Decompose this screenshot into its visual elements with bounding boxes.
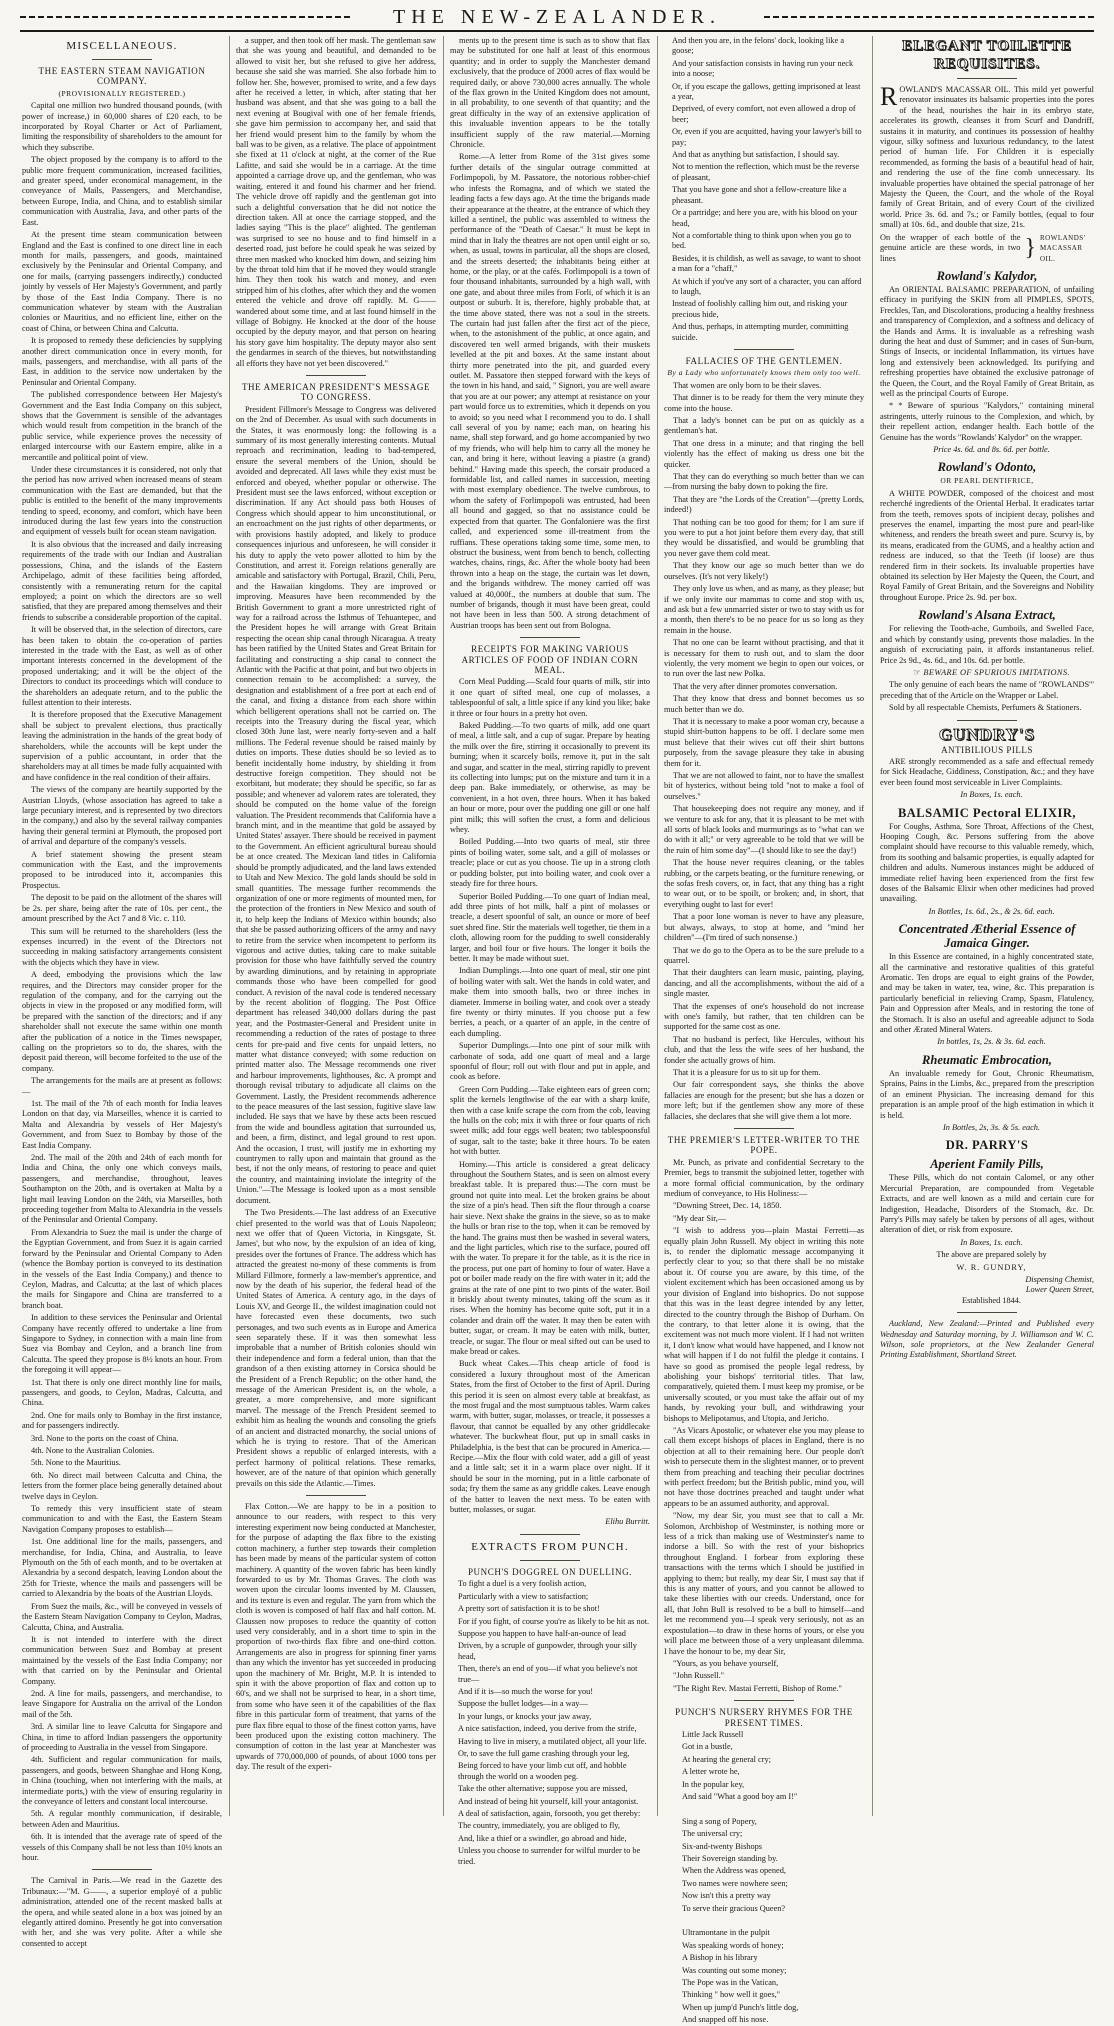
article-paragraph: 3rd. A similar line to leave Calcutta for Singapore and China, in time to afford Indian passengers the opportunity of proceeding to Australia in the vessel from Singapore. xyxy=(22,1722,222,1752)
divider xyxy=(734,1128,794,1129)
article-paragraph: Flax Cotton.—We are happy to be in a position to announce to our readers, with respect to this very interesting experiment now being conducted at Manchester, for the purpose of adapting the flax fibre to the existing cotton machinery, a further step towards their completion has been made by means of the particular system of cotton machinery. A quantity of the woven fabric has been kindly forwarded to us by Mr. Thomas Graves. The cloth was woven upon the circular looms invented by M. Claussen, and its texture is even and regular. The yarn from which the cloth is woven is composed of half flax and half cotton. M. Claussen now proposes to reduce the quantity of cotton used very considerably, and in a short time to spin in the proportion of two-thirds flax fibre and one-third cotton. Arrangements are also in progress for spinning finer yarns than any which the inventor has yet succeeded in producing upon the machinery of Mr. Bright, M.P. It is intended to spin it with the above proportion of flax and cotton up to 60's, and we shall not be surprised to hear, in a short time, from some who have seen it of the capabilities of the flax fibre in this particular form of treatment, that yarns of the pure flax fibre equal to those of the finest cotton yarns, have been produced upon the existing cotton machinery. The consumption of cotton in the last year at Manchester was upwards of 770,000,000 of pounds, of about 1000 tons per day. The result of the experi- xyxy=(236,1502,436,1772)
article-paragraph: Baked Pudding.—To two quarts of milk, add one quart of meal, a little salt, and a cup of sugar. Prepare by heating the milk over the fire, stirring it occasionally to prevent its burning; when it scarcely boils, remove it, put in the salt and sugar, and scatter in the meal, stirring rapidly to prevent its collecting into lumps; put on the mixture and turn it in a deep pan. Bake immediately, or otherwise, as may be convenient, in a hot oven, three hours. When it has baked an hour or more, pour over the pudding one gill or one half pint milk; this will soften the crust, a form and delicious whey. xyxy=(450,721,650,835)
poem-line: Deprived, of every comfort, not even allowed a drop of beer; xyxy=(672,104,856,124)
article-paragraph: "As Vicars Apostolic, or whatever else you may please to call them except bishops of places in England, there is no objection at all to their remaining here. Our people don't wish to persecute them in the slightest manner, or to prevent them from preaching and teaching their peculiar doctrines with perfect freedom; but the British public, mind you, will not have those doctrines preached and taught under what appears to be an assumed authority, and approval. xyxy=(664,1425,864,1508)
article-paragraph: 2nd. One for mails only to Bombay in the first instance, and for passengers indirectly. xyxy=(22,1410,222,1431)
poem-line: The Pope was in the Vatican, xyxy=(682,1978,779,1988)
poem-line: Unless you choose to surrender for wilful murder to be tried. xyxy=(458,1846,641,1866)
article-paragraph: 5th. None to the Mauritius. xyxy=(31,1458,121,1468)
article-paragraph: Indian Dumplings.—Into one quart of meal, stir one pint of boiling water with salt. Wet the hands in cold water, and make them into smooth balls, two or three inches in diameter. Immerse in boiling water, and cook over a steady fire twenty or thirty minutes. If you choose put a few berries, a peach, or a quarter of an apple, in the centre of each dumpling. xyxy=(450,966,650,1038)
ad-price: In Bottles, 2s, 3s. & 5s. each. xyxy=(942,1122,1041,1132)
poem-line: A letter wrote he, xyxy=(682,1767,740,1777)
poem-line: That you have gone and shot a fellow-creature like a pheasant. xyxy=(672,185,847,205)
divider xyxy=(92,1869,152,1870)
article-paragraph: That dinner is to be ready for them the very minute they come into the house. xyxy=(664,393,864,413)
section-heading: MISCELLANEOUS. xyxy=(66,40,178,52)
masthead-rule-right xyxy=(764,16,1094,18)
column-1 xyxy=(22,36,222,1948)
ad-heading: Rowland's Alsana Extract, xyxy=(918,608,1056,623)
article-paragraph: Hominy.—This article is considered a great delicacy throughout the Southern States, and is seen on almost every breakfast table. It is prepared thus:—The corn must be ground not quite into meal. Let the broken grains be about the size of a pin's head. Then sift the flour through a coarse hair sieve. Next shake the grains in the sieve, so as to make the hulls or bran rise to the top, when it can be removed by the hand. The grains must then be washed in several waters, and the light particles, which rise to the surface, poured off with the water. To prepare it for the table, as it is the rice in the process, put one part of hominy to four of water. Have a pot or boiler made ready on the fire with water in it; add the grains at the rate of one pint to two pints of the water. Boil it briskly about twenty minutes, taking off the scum as it rises. When the hominy has become quite soft, put it in a colander and drain off the water. It may then be eaten with butter, sugar, or cream. It may be eaten with milk, butter, treacle, or sugar. The flour or meal sifted out can be used to make bread or cakes. xyxy=(450,1159,650,1356)
ad-text: An ORIENTAL BALSAMIC PREPARATION, of unfailing efficacy in purifying the SKIN from all PIMPLES, SPOTS, Freckles, Tan, and Discolorations, producing a healthy freshness and transparency of Complexion, and a softness and delicacy of the Hands and Arms. It is invaluable as a refreshing wash during the heat and dust of Summer; and in cases of Sun-burn, Stings of Insects, or incidental Inflammation, its virtues have long and extensively been acknowledged. Its purifying and refreshing properties have obtained the exclusive patronage of the Queen, the Court, and the Royal Family of Great Britain, as well as the principal Courts of Europe. xyxy=(880,284,1095,398)
poem-line: Their Sovereign standing by. xyxy=(682,1854,778,1863)
column-rule xyxy=(657,36,658,1816)
article-paragraph: That the expenses of one's household do not increase with one's family, but rather, that ten children can be supported for the same cost as one. xyxy=(664,1001,864,1032)
poem-line: A pretty sort of satisfaction it is to be shot! xyxy=(458,1604,600,1614)
ad-text: These Pills, which do not contain Calomel, or any other Mercurial Preparation, are compounded from Vegetable Extracts, and are well known as a mild and certain cure for Indigestion, Headache, Disorders of the Stomach, &c. Dr. Parry's Pills may safely be taken by persons of all ages, without alteration of diet, or risk from exposure. xyxy=(880,1173,1094,1235)
poem-line: And said "What a good boy am I!" xyxy=(682,1791,798,1801)
article-paragraph: "I wish to address you—plain Mastai Ferretti—as equally plain John Russell. My object in writing this note is, to render the diplomatic message accompanying it perfectly clear to you; so that there shall be no mistake about it. Of course you are aware, by this time, of the violent excitement which has been occasioned among us by your division of England into bishoprics. Do not suppose that this was in the least degree intended by any letter, directed to the country through the Bishop of Durham. On the contrary, to that letter alone it is owing, that the excitement was not much more violent. If I had not written it, I don't know what would have happened, and I know not what will happen if I do not fulfil the pledge it contains. I have so good as promised the people legal redress, by abolishing your bishops' territorial titles. That law, comparatively, quieted them. I must keep my promise, or be universally scouted, or you must take the affair out of my hands, by revoking your bull, and withdrawing your bishops to Melipotamus, and Utopia, and Jericho. xyxy=(664,1226,864,1423)
poem-line: Being forced to have your limb cut off, and hobble through the world on a wooden peg. xyxy=(458,1761,627,1781)
article-heading: RECEIPTS FOR MAKING VARIOUS ARTICLES OF FOOD OF INDIAN CORN MEAL. xyxy=(461,644,639,675)
column-3 xyxy=(450,36,650,1866)
divider xyxy=(734,1700,794,1701)
article-paragraph: "Downing Street, Dec. 14, 1850. xyxy=(673,1201,782,1211)
article-body xyxy=(22,101,222,1863)
divider xyxy=(92,59,152,60)
poem-line: Driven, by a scruple of gunpowder, through your silly head, xyxy=(458,1641,637,1661)
poem-line: And that as anything but satisfaction, I should say. xyxy=(672,150,840,160)
ad-headline: ELEGANT TOILETTE xyxy=(902,38,1072,54)
article-paragraph: Rome.—A letter from Rome of the 31st gives some further details of the singular outrage committed at Forlimpopoli, by M. Passatore, the notorious robber-chief who infests the Romagna, and of which we stated the leading facts a few days ago. At the time the brigands made their appearance at the theatre, at the entrance of which they killed a sentinel, the public was assembled to witness the performance of the "Death of Caesar." It must be kept in mind that in Italy the theatres are not open until eight or so, when, as usual, towns in particular, all the shops are closed, and the streets deserted; the inhabitants being either at home, or the play, or at the cafés. Forlimpopoli is a town of four thousand inhabitants, surrounded by a high wall, with one gate, and about three miles from Forli, of which it is an outpost or suburb. It is, therefore, highly probable that, at the time above stated, there was not a soul in the streets. The curtain had just fallen after the first act of the piece, when, to the astonishment of the public, at once again, and discovered ten well armed brigands, with their muskets levelled at the pit and boxes. At the same instant about thirty more penetrated into the pit, and guarded every outlet. M. Passatore then stepped forward with the keys of the town in his hand, and said, " Signori, you are well aware that you are at our power; any attempt at resistance on your part would force us to extremities, which it depends on you to avoid; so you need what I recommend you to do. I shall call several of you by name; each man, on hearing his name, shall step forward, and go home accompanied by two of my friends, who will help him to carry all the money he can, and bring it here, without leaving a piastre (a grand) behind." Having made this speech, the corsair produced a formidable list, and called names in succession, meeting with most exemplary obedience. The twelve cumbrous, to whom the safety of Forlimpopoli was entrusted, had been all bound and gagged, so that no assistance could be expected from that quarter. The Gonfaloniere was the first called, and experienced some ill-treatment from the ruffians. These operations taking some time, some men, to obstruct the business, went from bench to bench, collecting watches, chains, rings, &c. After the whole booty had been thrown into a heap on the stage, the curtain was let down, and the brigands withdrew. The money carried off was valued at 40,000f., the numbers at double that sum. The number of brigands, though it must have been great, could not have been in less than 500. A strong detachment of Austrian troops has been sent out from Bologna. xyxy=(450,152,650,630)
article-paragraph: It is also obvious that the increased and daily increasing requirements of the trade with our Indian and Australian possessions, China, and the islands of the Eastern Archipelago, admit of these facilities being afforded, consistently with a remunerating return for the capital employed; a point on which the directors are so well satisfied, that they are prepared among themselves and their friends to subscribe a considerable proportion of the capital. xyxy=(22,539,222,622)
established-year: Established 1844. xyxy=(962,1295,1021,1305)
ad-heading: Aperient Family Pills, xyxy=(930,1157,1044,1172)
poem-line: Having to live in misery, a mutilated object, all your life. xyxy=(458,1736,647,1746)
ad-price: In Boxes, 1s. each. xyxy=(960,790,1023,800)
drop-cap: R xyxy=(880,82,898,111)
article-paragraph: The Two Presidents.—The last address of an Executive chief presented to the world was that of Louis Napoleon; next we offer that of Queen Victoria, in Kingsgate, St. James', but who now, by the expulsion of an idea of king, presides over the fortunes of France. The address which has attracted the greatest no-mony of these comments is from Millard Fillmore, formerly a law-member's apprentice, and now by the death of his superior, the federal head of the United States of America. A century ago, in the days of Louis XV, and George II., the wildest imagination could not have forecasted even these documents, two such personages, and two such events as in Europe and America seen separately these. If it was then somewhat less improbable that a number of British colonies should win their independence and form a federal union, than that the grandson of a then existing attorney in Corsica should be the President of a French Republic; on the other hand, the message of the American President is, on the whole, a greater, a more comprehensive, and more significant marvel. The message of the French President seemed to exhibit him as healing the wounds and consoling the griefs of an ancient and distracted monarchy, the social unions of which he is trying to restore. That of the American President shows a republic of enlarged interests, with a perfect harmony of political relations. These remarks, however, are of the nature of that opinion which generally prevails on this side the Atlantic.—Times. xyxy=(236,1208,436,1488)
article-paragraph: The object proposed by the company is to afford to the public more frequent communication, increased facilities, and greater speed, under economical management, in the conveyance of Mails, Passengers, and Merchandise, between Europe, India, and China, and to establish similar communication with Australia, Java, and other parts of the East. xyxy=(22,155,222,227)
poem-line: Suppose you happen to have half-an-ounce of lead xyxy=(458,1628,626,1638)
poem-line xyxy=(664,1916,864,1926)
divider xyxy=(520,1560,580,1561)
article-paragraph: That nothing can be too good for them; for I am sure if you were to put a hot joint before them every day, that still they would be dissatisfied, and would be grumbling that you never gave them cold meat. xyxy=(664,517,864,558)
ad-price: In bottles, 1s, 2s. & 3s. 6d. each. xyxy=(937,1037,1046,1047)
article-heading: THE AMERICAN PRESIDENT'S MESSAGE TO CONGRESS. xyxy=(241,382,431,403)
poem-line: A nice satisfaction, indeed, you derive from the strife, xyxy=(458,1724,637,1734)
article-paragraph: From Suez the mails, &c., will be conveyed in vessels of the Eastern Steam Navigation Company to Ceylon, Madras, Calcutta, China, and Australia. xyxy=(22,1601,222,1632)
article-paragraph: That it is necessary to make a poor woman cry, because a stupid shirt-button happens to be off. I declare some men must believe that their wives cut off their shirt buttons purposely, from the savage pleasure they take in abusing them for it. xyxy=(664,716,864,768)
article-paragraph: Corn Meal Pudding.—Scald four quarts of milk, stir into it one quart of sifted meal, one cup of molasses, a tablespoonful of salt, a little spice if any kind you like; bake it three or four hours in a pretty hot oven. xyxy=(450,677,650,718)
poem-line: Not to mention the reflection, which must be the reverse of pleasant, xyxy=(672,162,860,182)
article-paragraph: Our fair correspondent says, she thinks the above fallacies are enough for the present; but she has a dozen or more left; but if the gentlemen show any more of these fallacies, she declares that she will give them a lot more. xyxy=(664,1080,864,1121)
ad-text: For relieving the Tooth-ache, Gumboils, and Swelled Face, and which by constantly using, prevents those maladies. In the anguish of excruciating pain, it affords instantaneous relief. Price 2s 9d., 4s. 6d., and 10s. 6d. per bottle. xyxy=(880,624,1094,665)
poem-line: Was counting out some money; xyxy=(682,1965,787,1975)
article-paragraph: Under these circumstances it is considered, not only that the period has now arrived when increased means of steam communication with the East are demanded, but that the public is entitled to the benefit of the many improvements tending to speed, economy, and comfort, which have been introduced during the last few years into the construction and equipment of vessels built for ocean steam navigation. xyxy=(22,465,222,537)
article-paragraph: From Alexandria to Suez the mail is under the charge of the Egyptian Government, and from Suez it is again carried forward by the Peninsular and Oriental Company to Aden (whence the Bombay portion is conveyed to its destination in the vessels of the East India Company,) and thence to Ceylon, Madras, and Calcutta; at the last of which places the mails for Singapore and China are transferred to a branch boat. xyxy=(22,1227,222,1310)
article-paragraph: That a poor lone woman is never to have any pleasure, but always, always, to stop at home, and "mind her children"—(I'm tired of such nonsense.) xyxy=(664,912,864,943)
article-paragraph: That they know our age so much better than we do ourselves. (It's not very likely!) xyxy=(664,561,864,581)
ad-heading: Rowland's Odonto, xyxy=(937,460,1037,475)
article-paragraph: It is therefore proposed that the Executive Management shall be subject to prevalent elections, thus practically leaving the administration in the hands of the great body of shareholders, while the accounts will be kept under the supervision of a public accountant, in order that the shareholders may at all times be made fully acquainted with and have confidence in the real condition of their affairs. xyxy=(22,710,222,782)
article-paragraph: The views of the company are heartily supported by the Austrian Lloyds, (whose association has agreed to take a large pecuniary interest, and is represented by two directors in the company,) and also by the several railway companies having their general termini at Plymouth, the proposed port of arrival and departure of the company's vessels. xyxy=(22,785,222,847)
poem-line: And thus, perhaps, in attempting murder, committing suicide. xyxy=(672,322,849,342)
ad-text: The only genuine of each bears the name of "ROWLANDS'" preceding that of the Article on the Wrapper or Label. xyxy=(880,680,1094,700)
ad-text: A WHITE POWDER, composed of the choicest and most recherché ingredients of the Oriental Herbal. It eradicates tartar from the teeth, removes spots of incipient decay, polishes and preserves the enamel, imparting the most pure and pearl-like whiteness, and renders the breath sweet and pure. Scurvy is, by its means, eradicated from the GUMS, and a healthy action and redness are induced, so that the Teeth (if loose) are thus rendered firm in their sockets. Its invaluable properties have obtained its selection by Her Majesty the Queen, the Court, and Royal Family of Great Britain, and the Sovereigns and Nobility throughout Europe. Price 2s. 9d. per box. xyxy=(880,488,1094,602)
article-paragraph: Green Corn Pudding.—Take eighteen ears of green corn; split the kernels lengthwise of the ear with a sharp knife, then with a case knife scrape the corn from the cob, leaving the hulls on the cob; mix it with three or four quarts of rich sweet milk; add four eggs well beaten; two tablespoonsful of sugar, salt to the taste; bake it three hours. To be eaten hot with butter. xyxy=(450,1084,650,1157)
pointing-hand-icon: ☞ xyxy=(913,667,924,677)
signature: Elihu Burritt. xyxy=(605,1517,650,1527)
poem-line: And, like a thief or a swindler, go abroad and hide, xyxy=(458,1833,627,1843)
warning-text: BEWARE OF SPURIOUS IMITATIONS. xyxy=(923,667,1070,677)
article-paragraph: That their daughters can learn music, painting, playing, dancing, and all the accomplishments, without the aid of a single master. xyxy=(664,968,864,999)
poem-line: Ultramontane in the pulpit xyxy=(682,1928,770,1938)
ad-price: Price 4s. 6d. and 8s. 6d. per bottle. xyxy=(933,445,1050,454)
divider xyxy=(306,375,366,376)
column-4 xyxy=(664,36,864,2025)
article-paragraph: The published correspondence between Her Majesty's Government and the East India Company on this subject, shows that the Government is sensible of the advantages which would result from competition in the branch of the public service, while experience proves the necessity of enlarged intercourse with our Eastern empire, alike in a mercantile and political point of view. xyxy=(22,390,222,462)
divider xyxy=(957,78,1017,79)
ad-text: ARE strongly recommended as a safe and effectual remedy for Sick Headache, Giddiness, Constipation, &c.; and they have ever been found most serviceable in Liver Complaints. xyxy=(880,756,1094,787)
column-rule xyxy=(229,36,230,1816)
article-paragraph: They only love us when, and as many, as they please; but if we only invite our mammas to come and stop with us, and ask but a few unmarried sister or two to stay with us for a month, then there's to be no peace for us so long as they remain in the house. xyxy=(664,584,864,635)
article-paragraph: The arrangements for the mails are at present as follows:— xyxy=(22,1076,222,1096)
article-paragraph: That no one can be learnt without practising, and that it is necessary for them to rush out, and to slam the door violently, the very moment we begin to open our voices, or to run over the last new Polka. xyxy=(664,638,864,679)
article-body xyxy=(664,1158,864,1694)
article-paragraph: Buck wheat Cakes.—This cheap article of food is considered a luxury throughout most of the American States, from the first of October to the first of April. During this period it is seen on almost every table at breakfast, as the most frugal and the most sumptuous tables. Warm cakes warm, with butter, sugar, molasses, or treacle, it possesses a flavour, that cannot be equalled by any other griddlecake whatever. The buckwheat flour, put up in small casks in Philadelphia, is the best that can be procured in America.—Recipe.—Mix the flour with cold water, add a gill of yeast and a little salt; set it in a warm place over night. If it should be sour in the morning, put in a little carbonate of soda; fry them the same as any griddle cakes. Leave enough of the batter to leaven the next mess. To be eaten with butter, molasses, or sugar. xyxy=(450,1359,650,1515)
poem-line: Or a partridge; and here you are, with his blood on your head, xyxy=(672,208,858,228)
article-paragraph: That a lady's bonnet can be put on as quickly as a gentleman's hat. xyxy=(664,416,864,436)
ad-subheading: OR PEARL DENTIFRICE, xyxy=(940,476,1034,486)
poem-line: And your satisfaction consists in having run your neck into a noose; xyxy=(672,58,854,79)
article-paragraph: 2nd. The mail of the 20th and 24th of each month for India and China, the only one which conveys mails, passengers, and merchandise, throughout, leaves Southampton on the 20th, and is overtaken at Malta by a light mail leaving London on the 24th, via Marseilles, both proceeding together from Malta to Alexandria in the vessels of the Peninsular and Oriental Company. xyxy=(22,1153,222,1225)
ad-heading: DR. PARRY'S xyxy=(945,1138,1029,1153)
poem-line: Sing a song of Popery, xyxy=(682,1816,757,1826)
article-paragraph: "The Right Rev. Mastai Ferretti, Bishop of Rome." xyxy=(673,1683,842,1693)
ad-text: Sold by all respectable Chemists, Perfumers & Stationers. xyxy=(889,703,1082,713)
article-paragraph: That the house never requires cleaning, or the tables rubbing, or the carpets beating, or the furniture renewing, or the sofas fresh covers, or, in fact, that any thing has a right to wear out, or to be spoilt, or broken; and, in short, that everything ought to last for ever! xyxy=(664,858,864,909)
article-paragraph: Mr. Punch, as private and confidential Secretary to the Premier, begs to transmit the subjoined letter, together with a more formal official communication, by the ordinary medium of conveyance, to His Holiness:— xyxy=(664,1157,864,1199)
masthead-title: THE NEW-ZEALANDER. xyxy=(393,6,721,28)
poem-line: When up jump'd Punch's little dog, xyxy=(682,2002,799,2012)
poem-line: At which if you've any sort of a character, you can afford to laugh, xyxy=(672,276,862,296)
poem-line: Or, if you escape the gallows, getting imprisoned at least a year, xyxy=(672,81,861,102)
article-paragraph: 5th. A regular monthly communication, if desirable, between Aden and Mauritius. xyxy=(22,1809,222,1829)
chemist-name: W. R. GUNDRY, xyxy=(956,1262,1027,1272)
ad-price: In Bottles, 1s. 6d., 2s., & 2s. 6d. each. xyxy=(928,906,1055,916)
article-paragraph: That we are not allowed to faint, nor to have the smallest bit of hysterics, without being told "not to make a fool of ourselves." xyxy=(664,771,864,801)
column-5-advertisements xyxy=(880,36,1094,1816)
article-paragraph: 2nd. A line for mails, passengers, and merchandise, to leave Singapore for Australia on the arrival of the London mail of the 5th. xyxy=(22,1688,222,1719)
article-paragraph: This sum will be returned to the shareholders (less the expenses incurred) in the event of the Directors not succeeding in making satisfactory arrangements consistent with the objects which they have in view. xyxy=(22,926,222,967)
poem-line: And then you are, in the felons' dock, looking like a goose; xyxy=(672,36,845,56)
poem-line: At hearing the general cry; xyxy=(682,1754,771,1764)
article-paragraph: In addition to these services the Peninsular and Oriental Company have recently offered to undertake a line from Singapore to Sydney, in connection with a main line from Suez via Bombay and Ceylon, and a branch line from Calcutta. The speed they propose is 8½ knots an hour. From the foregoing it will appear— xyxy=(22,1313,222,1375)
article-paragraph: 1st. The mail of the 7th of each month for India leaves London on that day, via Marseilles, whence it is carried to Malta and Alexandria by vessels of Her Majesty's Government, and from Suez to Bombay by those of the East India Company. xyxy=(22,1099,222,1150)
ad-heading: Concentrated Ætherial Essence of Jamaica Ginger. xyxy=(898,922,1076,951)
article-body xyxy=(450,677,650,1515)
article-heading: FALLACIES OF THE GENTLEMEN. xyxy=(685,355,843,366)
ad-heading: Rowland's Kalydor, xyxy=(936,268,1038,283)
poem-line: And instead of being hit yourself, kill your antagonist. xyxy=(458,1796,639,1806)
article-paragraph: That the very after dinner promotes conversation. xyxy=(673,681,838,691)
poem-line: Particularly with a view to satisfaction; xyxy=(458,1591,589,1601)
poem-line: Or, to save the full game crashing through your leg, xyxy=(458,1748,630,1758)
poem-line: Take the other alternative; suppose you are missed, xyxy=(458,1784,628,1794)
ad-text: In this Essence are contained, in a highly concentrated state, all the carminative and restorative qualities of this grateful Aromatic. Ten drops are equal to eight grains of the Powder, and may be taken in water, tea, wine, &c. This preparation is particularly beneficial in relieving Cramp, Spasm, Flatulency, Pain and Oppression after Meals, and in restoring the tone of the Stomach. It is also an useful and agreeable adjunct to Soda and other Ærated Mineral Waters. xyxy=(880,952,1094,1035)
article-paragraph: That they know that dress and bonnet becomes us so much better than we do. xyxy=(664,694,864,714)
ad-heading: BALSAMIC Pectoral ELIXIR, xyxy=(897,805,1077,820)
article-paragraph: A deed, embodying the provisions which the law requires, and the Directors may consider proper for the regulation of the company, and for the carrying out the objects in view in the proposed or any modified form, will be prepared with the sanction of the directors; and if any shareholder shall not execute the same within one month after the publication of a notice in the Times newspaper, calling on the proprietors so to do, the shares, with the deposit paid thereon, will become forfeited to the use of the company. xyxy=(22,970,222,1073)
poem-body xyxy=(664,36,864,343)
poem-line: Suppose the bullet lodges—in a way— xyxy=(458,1699,588,1709)
poem-line: Now isn't this a pretty way xyxy=(682,1891,771,1901)
poem-line: Six-and-twenty Bishops xyxy=(682,1841,762,1851)
article-paragraph: The deposit to be paid on the allotment of the shares will be 2s. per share, being after the rate of 10s. per cent., the amount prescribed by the Act 7 and 8 Vic. c. 110. xyxy=(22,893,222,924)
article-paragraph: Boiled Pudding.—Into two quarts of meal, stir three pints of boiling water, some salt, and a gill of molasses or treacle; place or cut as you choose. Tie up in a strong cloth or pudding bolster, put into boiling water, and cook over a steady fire for three hours. xyxy=(450,837,650,889)
poem-line: Then, there's an end of you—if what you believe's not true— xyxy=(458,1664,638,1684)
poem-body xyxy=(450,1579,650,1867)
poem-line: To serve their gracious Queen? xyxy=(682,1903,786,1913)
article-paragraph: 1st. One additional line for the mails, passengers, and merchandise, for India, China, and Australia, to leave Plymouth on the 5th of each month, and to be overtaken at Alexandria by a second despatch, leaving London about the 25th for Trieste, whence the mails and passengers will be carried to Alexandria by the boats of the Austrian Lloyds. xyxy=(22,1537,222,1599)
poem-line: In the popular key, xyxy=(682,1779,745,1789)
article-paragraph: That it is a pleasure for us to sit up for them. xyxy=(673,1067,821,1077)
poem-line: Instead of foolishly calling him out, and risking your precious hide, xyxy=(672,299,848,319)
article-paragraph: That housekeeping does not require any money, and if we venture to ask for any, that it is pleasant to be met with all sorts of black looks and murmurings as to "what can we do with it all;" or very agreeable to be told that we will be the ruin of him some day"—(I should like to see the day!) xyxy=(664,804,864,855)
poem-line: Or, even if you are acquitted, having your lawyer's bill to pay; xyxy=(672,127,862,147)
ad-price: In Boxes, 1s. each. xyxy=(960,1237,1023,1247)
masthead xyxy=(20,4,1094,32)
poem-body xyxy=(664,1730,864,2026)
section-heading: EXTRACTS FROM PUNCH. xyxy=(471,1540,629,1553)
article-paragraph: a supper, and then took off her mask. The gentleman saw that she was young and beautiful, and demanded to be allowed to visit her, but she refused to give her address, because she said she was married. She also forbade him to follow her. She, however, promised to write, and a few days after he received a letter, in which, after stating that her husband was absent, and that she was going to a ball the next evening at Bougival with one of her female friends, she gave him permission to accompany her, and said that her friend would present him to the family by whom the ball was to be given, as a relative. The place of appointment she fixed at 11 o'clock at night, at the corner of the Rue Lafitte, and said she would be in a carriage. At the time appointed a carriage drove up, and the gentleman, who was waiting, entered it and found his charmer and her friend. The vehicle drove off rapidly and the gentleman got into such a delightful conversation that he did not notice the direction taken. All at once the carriage stopped, and the ladies saying "This is the place" alighted. The gentleman was surprised to see no house and to find himself in a deserted road, just before he could speak he was seized by three men masked who knocked him down, and seizing him by the throat told him that if he moved they would strangle him. They then took his watch and money, and even stripped him of his clothes, after which they and the women entered the vehicle and drove off rapidly. M. G—— wandered about some time, and at last found himself in the village of Bobigny. He knocked at the door of the house occupied by the deputy mayor, and that person on hearing his story gave him hospitality. The deputy mayor also sent the gendarmes in search of the thieves, but notwithstanding all efforts they have not yet been discovered." xyxy=(236,36,436,368)
ad-text: On the wrapper of each bottle of the genuine article are these words, in two lines xyxy=(880,232,1021,263)
divider xyxy=(957,1312,1017,1313)
article-paragraph: It is proposed to remedy these deficiencies by supplying another direct communication once in every month, for mails, passengers, and merchandise, with all parts of the East, in addition to the service now undertaken by the Peninsular and Oriental Company. xyxy=(22,336,222,387)
article-paragraph: 6th. No direct mail between Calcutta and China, the letters from the former place being generally detained about twelve days in Ceylon. xyxy=(22,1470,222,1501)
article-paragraph: "John Russell." xyxy=(673,1671,725,1681)
poem-line: A Bishop in his library xyxy=(682,1953,758,1963)
column-2 xyxy=(236,36,436,1816)
poem-line: Was speaking words of honey; xyxy=(682,1940,784,1950)
article-paragraph: A brief statement showing the present steam communication with the East, and the improvements proposed to be introduced into it, accompanies this Prospectus. xyxy=(22,849,222,890)
poem-line: For if you fight, of course you're as likely to be hit as not. xyxy=(458,1616,650,1626)
ad-text: An invaluable remedy for Gout, Chronic Rheumatism, Sprains, Pains in the Limbs, &c., prepared from the prescription of an eminent Physician. The increasing demand for this preparation is an ample proof of the high estimation in which it is held. xyxy=(880,1068,1094,1120)
article-subheading: By a Lady who unfortunately knows them only too well. xyxy=(667,368,861,378)
poem-line: And if it is—so much the worse for you! xyxy=(458,1686,594,1696)
article-paragraph: 4th. Sufficient and regular communication for mails, passengers, and goods, between Shanghae and Hong Kong, in China (touching, when not interfering with the mails, at intermediate ports,) with the view of ensuring regularity in the conveyance of letters and constant local intercourse. xyxy=(22,1755,222,1806)
printer-imprint: Auckland, New Zealand:—Printed and Published every Wednesday and Saturday morning, by J. Williamson and W. C. Wilson, sole proprietors, at the New Zealander General Printing Establishment, Shortland Street. xyxy=(880,1319,1094,1360)
brace-icon: } xyxy=(1024,235,1036,262)
wrapper-label: ROWLANDS' MACASSAR OIL. xyxy=(1040,233,1086,263)
masthead-rule-left xyxy=(20,16,350,18)
article-paragraph: Superior Dumplings.—Into one pint of sour milk with carbonate of soda, add one quart of meal and a large spoonful of flour; roll out with flour and put in apple, and cook as before. xyxy=(450,1041,650,1082)
article-paragraph: 3rd. None to the ports on the coast of China. xyxy=(31,1433,179,1443)
poem-line: In your lungs, or knocks your jaw away, xyxy=(458,1711,592,1721)
poem-line: The universal cry; xyxy=(682,1829,743,1839)
ad-text: For Coughs, Asthma, Sore Throat, Affections of the Chest, Hooping Cough, &c. Persons suffering from the above complaint should have recourse to this valuable remedy, which, from its soothing and balsamic properties, is equally adapted for children and adults. Numerous instances might be adduced of immediate relief having been experienced from the first few doses of the Balsamic Elixir when other medicines had proved unavailing. xyxy=(880,821,1094,904)
poem-line xyxy=(664,1804,864,1814)
article-paragraph: That women are only born to be their slaves. xyxy=(673,380,822,390)
article-paragraph: It will be observed that, in the selection of directors, care has been taken to obtain the co-operation of parties interested in the trade with the East, as well as of other important interests concerned in the development of the proposed undertaking; and it will be the object of the Directors to conduct its proceedings which will conduce to the shareholders an adequate return, and to the public the fullest attention to their interests. xyxy=(22,625,222,707)
ad-text: The above are prepared solely by xyxy=(936,1250,1047,1260)
article-heading: THE PREMIER'S LETTER-WRITER TO THE POPE. xyxy=(667,1135,861,1156)
column-rule xyxy=(443,36,444,1816)
ad-text: OWLAND'S MACASSAR OIL. This mild yet powerful renovator insinuates its balsamic properties into the pores of the head, nourishes the hair in its embryo state, accelerates its growth, cleanses it from Scurf and Dandriff, sustains it in maturity, and continues its possession of healthy vigour, silky softness and luxurious redundancy, to the latest period of human life. For Children it is especially recommended, as forming the basis of a beautiful head of hair, and rendering the use of the fine comb unnecessary. Its invaluable properties have obtained the special patronage of her Majesty the Queen, the Court, and the whole of the Royal family of Great Britain, and of every Court of the civilized world. Price 3s. 6d. and 7s.; or Family bottles, (equal to four small) at 10s. 6d., and double that size, 21s. xyxy=(880,85,1094,230)
ad-heading: Rheumatic Embrocation, xyxy=(922,1052,1052,1067)
poem-line: A deal of satisfaction, again, forsooth, you get thereby: xyxy=(458,1809,641,1818)
poem-line: Besides, it is childish, as well as savage, to want to shoot a man for a "chaff," xyxy=(672,253,861,274)
divider xyxy=(520,1534,580,1535)
article-paragraph: That they can do everything so much better than we can—from nursing the baby down to poking the fire. xyxy=(664,472,864,492)
poem-line: To fight a duel is a very foolish action, xyxy=(458,1579,587,1589)
article-paragraph: ments up to the present time is such as to show that flax may be substituted for one half at least of this enormous quantity; and in order to supply the Manchester demand exclusively, that the produce of 2000 acres of flax would be required daily, or above 730,000 acres annually. The whole of the flax grown in the United Kingdom does not amount, in all probability, to one seventh of that quantity; and the great difficulty in the way of an extensive application of this invaluable invention appears to be the totally insufficient supply of the raw material.—Morning Chronicle. xyxy=(450,36,650,150)
article-heading: PUNCH'S NURSERY RHYMES FOR THE PRESENT TIMES. xyxy=(675,1707,853,1728)
article-paragraph: That no husband is perfect, like Hercules, without his club, and that the less the wife sees of her husband, the fonder she actually grows of him. xyxy=(664,1034,864,1065)
article-paragraph: That we do go to the Opera as to be the sure prelude to a quarrel. xyxy=(664,945,864,965)
poem-line: When the Address was opened, xyxy=(682,1866,786,1876)
article-heading: PUNCH'S DOGGREL ON DUELLING. xyxy=(467,1566,633,1577)
article-body xyxy=(236,405,436,1489)
article-paragraph: The Carnival in Paris.—We read in the Gazette des Tribunaux:—"M. G——, a superior employé of a public administration, attended one of the recent masked balls at the opera, and while seated alone in a box was joined by an elegantly attired domino. Presently he got into conversation with her, and she was very polite. After a while she consented to accept xyxy=(22,1876,222,1948)
ad-headline: REQUISITES. xyxy=(933,56,1041,72)
ad-subheading: ANTIBILIOUS PILLS xyxy=(941,744,1033,755)
article-subheading: (PROVISIONALLY REGISTERED.) xyxy=(58,88,186,98)
article-paragraph: 1st. That there is only one direct monthly line for mails, passengers, and goods, to Ceylon, Madras, Calcutta, and China. xyxy=(22,1377,222,1408)
poem-line: And snapped off his nose. xyxy=(682,2015,769,2025)
poem-line: Not a comfortable thing to think upon when you go to bed. xyxy=(672,230,852,251)
article-paragraph: 4th. None to the Australian Colonies. xyxy=(31,1446,155,1455)
divider xyxy=(520,637,580,638)
ad-text: * * Beware of spurious "Kalydors," containing mineral astringents, utterly ruinous to the Complexion, and which, by their repellent action, endanger health. Each bottle of the Genuine has the words "Rowlands' Kalydor" on the wrapper. xyxy=(880,401,1094,442)
article-heading: THE EASTERN STEAM NAVIGATION COMPANY. xyxy=(38,66,206,87)
article-paragraph: Superior Boiled Pudding.—To one quart of Indian meal, add three pints of hot milk, half a pint of molasses or treacle, a desert spoonful of salt, an ounce or more of beef suet shred fine. Stir the materials well together, tie them in a cloth, allowing room for the pudding to swell considerably larger, and boil four or five hours. The longer it boils the better. It may be made without suet. xyxy=(450,891,650,963)
article-paragraph: "My dear Sir,— xyxy=(673,1213,727,1223)
article-paragraph: At the present time steam communication between England and the East is confined to one direct line in each month for mails, passengers, and goods, maintained exclusively by the Peninsular and Oriental Company, and one for mails, (carrying passengers indirectly,) conducted jointly by vessels of Her Majesty's Government, and partly by those of the East India Company. There is no communication whatever by steam with the Australian colonies or Mauritius, and no efficient line, either on the coast of China, or between China and Calcutta. xyxy=(22,230,222,333)
article-paragraph: President Fillmore's Message to Congress was delivered on the 2nd of December. As usual with such documents in the States, it was enormously long: the following is a summary of its most generally interesting contents. Mutual reproach and recrimination, leading to bad-tempered, ensure the several members of the Union, should be avoided and deprecated. All laws while they exist must be enforced and obeyed, whether popular or otherwise. The President must see the laws enforced, without exception or discrimination. If any Act should pass both Houses of Congress which should appear to him unconstitutional, or an encroachment on the just rights of other departments, or with provisions hastily adopted, and likely to produce consequences injurious and unforeseen, he will consider it his duty to apply the veto power allotted to him by the Constitution, and arrest it. Foreign relations generally are amicable and satisfactory with Portugal, Brazil, Chili, Peru, and the Hawaiian kingdoms. They are improved or improving. Measures have been recommended by the British Government to grant a more unrestricted right of way for a railroad across the Isthmus of Tehuantepec, and the President hopes he will arrange with Great Britain respecting the ocean ship canal through Nicaragua. A treaty has been ratified by the United States and Great Britain for facilitating and constructing a ship canal to connect the Atlantic with the Pacific at that point, and but two objects in connection remain to be accomplished: a survey, the designation and establishment of a free port at each end of the canal, and fixing a distance from each shore within which belligerent operations shall not be carried on. The receipts into the Treasury during the fiscal year, which closed 30th June last, were nearly forty-seven and a half millions. The Federal revenue should be raised mainly by duties on imports. These duties should be so levied as to benefit incidentally home industry, by shielding it from destructive foreign competition. They should not be exorbitant, but moderate; they should be specific, so far as possible; and whenever ad valorem rates are tolerated, they should be computed on the home value of the foreign valuation. The President recommends that California have a branch mint, and in the meantime that gold be assayed by United States' assayer. There should be received in payment to the Government. An efficient agricultural bureau should be at once created. The Mexican land titles in California should be promptly adjudicated, and the land laws extended to Utah and New Mexico. The gold lands should be sold in small quantities. The message further recommends the organization of one or more regiments of mounted men, for the protection of the frontiers in New Mexico and south of it, to help keep the Indians of Mexico within bounds; also that she be passed authorizing officers of the army and navy to retire from the service when incompetent to perform its vigorous and active duties, taking care to make suitable provision for those who have faithfully served the country by awarding diminutions, and by retaining in appropriate commands those who have been compelled for good conduct. A revision of the naval code is tendered necessary by the recent abolition of flogging. The Post Office department has released 340,000 dollars during the past year, and the Postmaster-General and President unite in recommending a reduction of the rates of postage to three cents for pre-paid and five cents for unpaid letters, no matter what distance conveyed; with some reduction on printed matter also. The Message recommends one river and harbour improvements, lighthouses, &c. A prompt and thorough revisal tributary to adjudicate all claims on the Government. Lastly, the President recommends adherence to the peace measures of the last session, fugitive slave law included. He says that we have by these acts been rescued from the wide and boundless agitation that surrounded us, and been, a firm, distinct, and legal ground to rest upon. And the occasion, I trust, will justify me in exhorting my countrymen to rally upon and maintain that ground as the best, if not the only means, of restoring to peace and quiet the country, and maintaining inviolate the integrity of the Union."—The Message is looked upon as a most sensible document. xyxy=(236,404,437,1205)
chemist-title: Dispensing Chemist, xyxy=(1025,1274,1094,1284)
wrapper-notice xyxy=(880,233,1094,264)
article-paragraph: "Yours, as you behave yourself, xyxy=(673,1658,779,1668)
column-rule xyxy=(872,36,873,1816)
article-body xyxy=(664,381,864,1122)
ad-headline: GUNDRY'S xyxy=(938,724,1036,744)
divider xyxy=(306,1495,366,1496)
poem-line: Little Jack Russell xyxy=(682,1729,744,1739)
article-paragraph: Capital one million two hundred thousand pounds, (with power of increase,) in 60,000 shares of £20 each, to be incorporated by Royal Charter or Act of Parliament, limiting the responsibility of shareholders to the amount for which they subscribe. xyxy=(22,101,222,152)
article-paragraph: It is not intended to interfere with the direct communication between Suez and Bombay at present maintained by the vessels of the East India Company; nor with that carried on by the Peninsular and Oriental Company. xyxy=(22,1634,222,1686)
article-paragraph: That they are "the Lords of the Creation"—(pretty Lords, indeed!) xyxy=(664,494,864,515)
poem-line: Two names were nowhere seen; xyxy=(682,1878,788,1888)
chemist-address: Lower Queen Street, xyxy=(1025,1285,1094,1295)
poem-line: The country, immediately, you are obliged to fly, xyxy=(458,1821,620,1831)
poem-line: Thinking " how well it goes," xyxy=(682,1990,781,2000)
poem-line: Got in a bustle, xyxy=(682,1742,733,1752)
divider xyxy=(957,720,1017,721)
article-paragraph: To remedy this very insufficient state of steam communication to and with the East, the Eastern Steam Navigation Company proposes to establish— xyxy=(22,1504,222,1534)
divider xyxy=(734,349,794,350)
article-paragraph: That one dress in a minute; and that ringing the bell violently has the effect of making us dress one bit the quicker. xyxy=(664,438,864,469)
article-paragraph: "Now, my dear Sir, you must see that to call a Mr. Solomon, Archbishop of Westminster, is nothing more or less of a trick than making use of Westminster's name to indorse a bill. So with the rest of your bishoprics throughout England. I forbear from exploring these transactions with the terms which I should be justified in applying to them; but really, my dear Sir, I must say that if this is any matter of yours, and you cannot be allowed to take these liberties with our creeds. Understand, once for all, that John Bull is resolved to be a bull to himself—and let me recommend you—I speak very seriously, not as an expostulation—to draw in these horns of yours, or else you will place me between those of a very unpleasant dilemma. I have the honour to be, my dear Sir, xyxy=(664,1511,864,1656)
article-paragraph: 6th. It is intended that the average rate of speed of the vessels of this Company shall be not less than 10½ knots an hour. xyxy=(22,1832,222,1863)
